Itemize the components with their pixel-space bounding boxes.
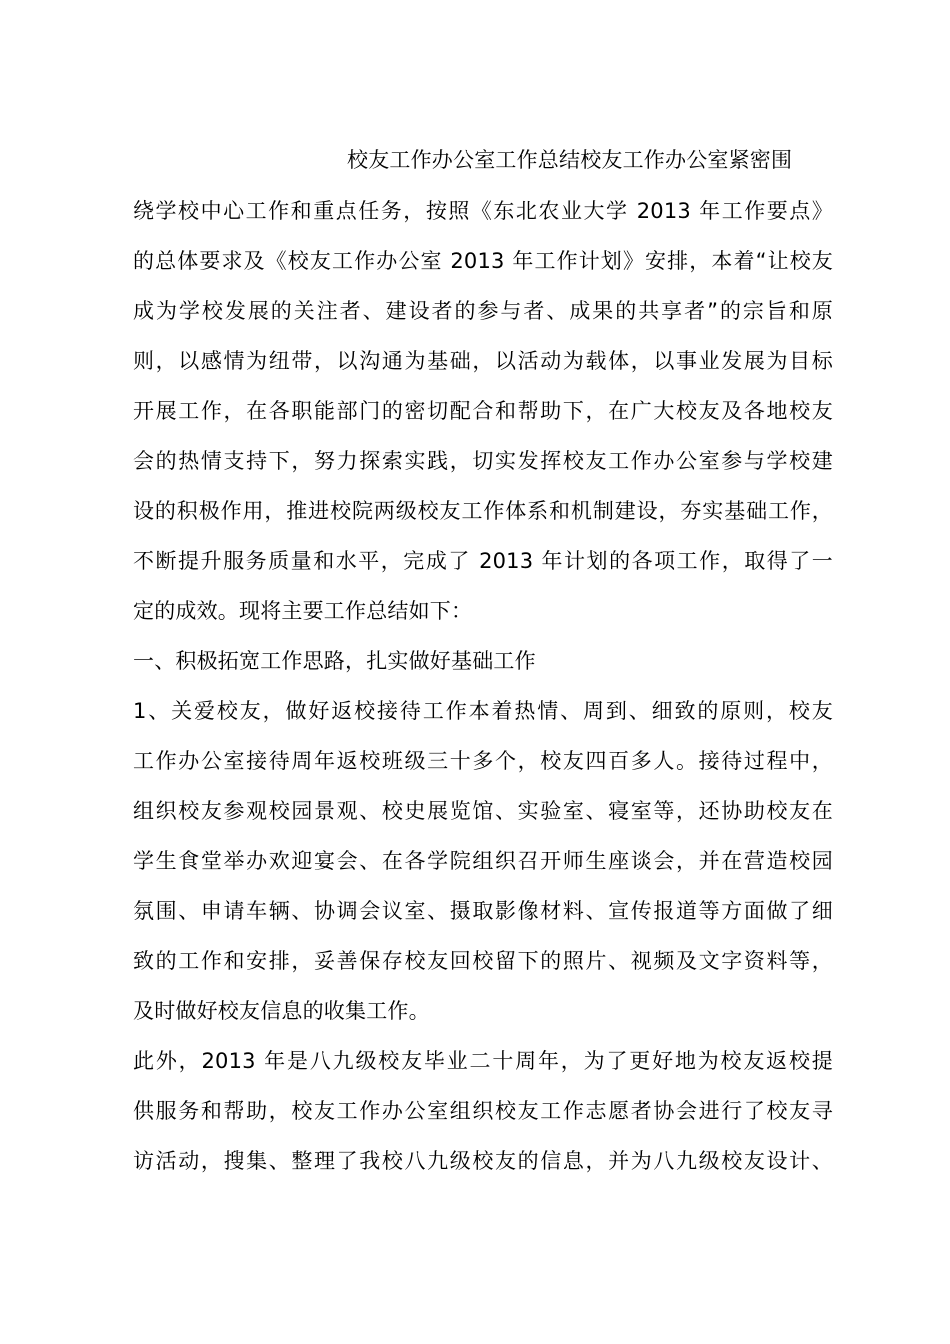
paragraph-line-8: 设的积极作用，推进校院两级校友工作体系和机制建设，夯实基础工作， xyxy=(133,499,833,523)
paragraph-line-14: 组织校友参观校园景观、校史展览馆、实验室、寝室等，还协助校友在 xyxy=(133,799,833,823)
paragraph-line-3: 的总体要求及《校友工作办公室 2013 年工作计划》安排，本着“让校友 xyxy=(133,249,833,273)
section-heading: 一、积极拓宽工作思路，扎实做好基础工作 xyxy=(133,649,536,673)
paragraph-line-20: 供服务和帮助，校友工作办公室组织校友工作志愿者协会进行了校友寻 xyxy=(133,1099,833,1123)
paragraph-line-1: 校友工作办公室工作总结校友工作办公室紧密围 xyxy=(347,148,793,172)
paragraph-line-9: 不断提升服务质量和水平，完成了 2013 年计划的各项工作，取得了一 xyxy=(133,549,833,573)
paragraph-line-12: 1、关爱校友，做好返校接待工作本着热情、周到、细致的原则，校友 xyxy=(133,699,833,723)
paragraph-line-5: 则，以感情为纽带，以沟通为基础，以活动为载体，以事业发展为目标 xyxy=(133,349,833,373)
paragraph-line-19: 此外，2013 年是八九级校友毕业二十周年，为了更好地为校友返校提 xyxy=(133,1049,833,1073)
paragraph-line-16: 氛围、申请车辆、协调会议室、摄取影像材料、宣传报道等方面做了细 xyxy=(133,899,833,923)
paragraph-line-7: 会的热情支持下，努力探索实践，切实发挥校友工作办公室参与学校建 xyxy=(133,449,833,473)
paragraph-line-2: 绕学校中心工作和重点任务，按照《东北农业大学 2013 年工作要点》 xyxy=(133,199,833,223)
paragraph-line-17: 致的工作和安排，妥善保存校友回校留下的照片、视频及文字资料等， xyxy=(133,949,833,973)
paragraph-line-6: 开展工作，在各职能部门的密切配合和帮助下，在广大校友及各地校友 xyxy=(133,399,833,423)
paragraph-line-4: 成为学校发展的关注者、建设者的参与者、成果的共享者”的宗旨和原 xyxy=(133,299,833,323)
paragraph-line-18: 及时做好校友信息的收集工作。 xyxy=(133,999,430,1023)
paragraph-line-15: 学生食堂举办欢迎宴会、在各学院组织召开师生座谈会，并在营造校园 xyxy=(133,849,833,873)
paragraph-line-21: 访活动，搜集、整理了我校八九级校友的信息，并为八九级校友设计、 xyxy=(133,1149,833,1173)
paragraph-line-10: 定的成效。现将主要工作总结如下： xyxy=(133,599,473,623)
paragraph-line-13: 工作办公室接待周年返校班级三十多个，校友四百多人。接待过程中， xyxy=(133,749,833,773)
